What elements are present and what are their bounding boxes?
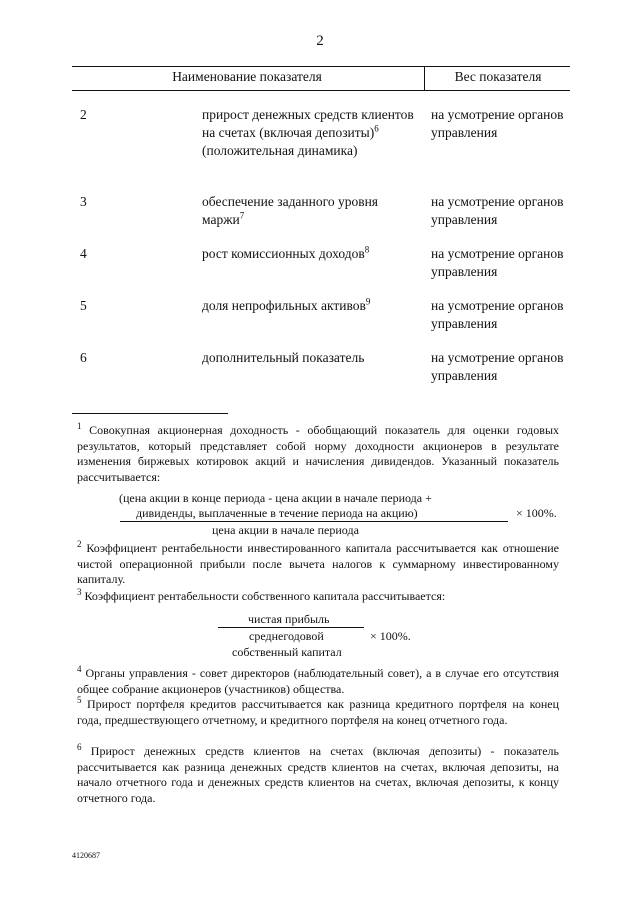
table-header: [72, 66, 570, 91]
page-number: 2: [316, 33, 324, 49]
footnote-2: $^2$ Коэффициент рентабельности инвестированного капитала рассчитывается как отношение чистой операционной прибыли после вычета налогов к суммарному инвестированному капиталу.: [77, 539, 559, 586]
footnote-3: $^3$ Коэффициент рентабельности собственного капитала рассчитывается:: [77, 587, 446, 603]
row-indicator-weight: на усмотрение органов управления: [431, 194, 564, 227]
row-indicator-weight: на усмотрение органов управления: [431, 107, 564, 140]
formula1-numerator-line2: дивиденды, выплаченные в течение периода на акцию): [136, 506, 418, 520]
row-number: 2: [80, 107, 87, 122]
footnote-5: $^5$ Прирост портфеля кредитов рассчитывается как разница кредитного портфеля на конец года, предшествующего отчетному, и кредитного портфеля на конец отчетного года.: [77, 695, 560, 727]
footnote-ref[interactable]: 9: [365, 296, 371, 307]
row-indicator-name: рост комиссионных доходов$^8$: [202, 244, 370, 261]
row-indicator-weight: на усмотрение органов управления: [431, 246, 564, 279]
row-number: 3: [80, 194, 87, 209]
formula1-multiplier: × 100%.: [516, 506, 557, 520]
formula2-denominator-line1: среднегодовой: [249, 629, 324, 643]
footnote-1: $^1$ Совокупная акционерная доходность - обобщающий показатель для оценки годовых результатов, который представляет собой норму доходности акционеров в результате изменения биржевых котировок акций и начисления дивидендов. Указанный показатель рассчитывается:: [77, 421, 560, 484]
formula1-fraction-bar: [120, 521, 508, 522]
formula1-denominator: цена акции в начале периода: [212, 523, 359, 537]
formula1-numerator-line1: (цена акции в конце периода - цена акции в начале периода +: [119, 491, 432, 505]
row-indicator-name: обеспечение заданного уровня маржи$^7$: [202, 194, 379, 227]
header-indicator-weight: Вес показателя: [454, 69, 542, 84]
header-indicator-name: Наименование показателя: [172, 69, 322, 84]
footnote-6: $^6$ Прирост денежных средств клиентов на счетах (включая депозиты) - показатель рассчитывается как разница денежных средств клиентов на счетах, включая депозиты, на начало отчетного года и денежных средств клиентов на счетах, включая депозиты, к концу отчетного года.: [77, 742, 559, 805]
document-code: 4120687: [72, 851, 100, 860]
row-indicator-name: доля непрофильных активов$^9$: [202, 296, 371, 313]
formula2-multiplier: × 100%.: [370, 629, 411, 643]
formula2-denominator-line2: собственный капитал: [232, 645, 342, 659]
footnote-mark: 4: [77, 664, 82, 674]
footnote-separator: [72, 413, 228, 414]
footnote-ref[interactable]: 8: [364, 244, 370, 255]
formula2-numerator: чистая прибыль: [248, 612, 330, 626]
footnote-mark: 2: [77, 539, 82, 549]
row-indicator-weight: на усмотрение органов управления: [431, 350, 564, 383]
footnote-mark: 1: [77, 421, 82, 431]
formula2-fraction-bar: [218, 627, 364, 628]
footnote-ref[interactable]: 6: [374, 123, 379, 134]
row-number: 5: [80, 298, 87, 313]
row-indicator-name: дополнительный показатель: [202, 350, 365, 365]
footnote-mark: 5: [77, 695, 82, 705]
row-indicator-weight: на усмотрение органов управления: [431, 298, 564, 331]
footnote-4: $^4$ Органы управления - совет директоров (наблюдательный совет), а в случае его отсутствия общее собрание акционеров (участников) общества.: [77, 664, 560, 696]
footnote-mark: 6: [77, 742, 82, 752]
footnote-ref[interactable]: 7: [239, 210, 245, 221]
row-number: 6: [80, 350, 87, 365]
row-number: 4: [80, 246, 87, 261]
header-divider: [424, 67, 425, 90]
row-indicator-name: прирост денежных средств клиентов на счетах (включая депозиты)$^6$ (положительная динамика): [202, 107, 414, 158]
footnote-mark: 3: [77, 587, 82, 597]
